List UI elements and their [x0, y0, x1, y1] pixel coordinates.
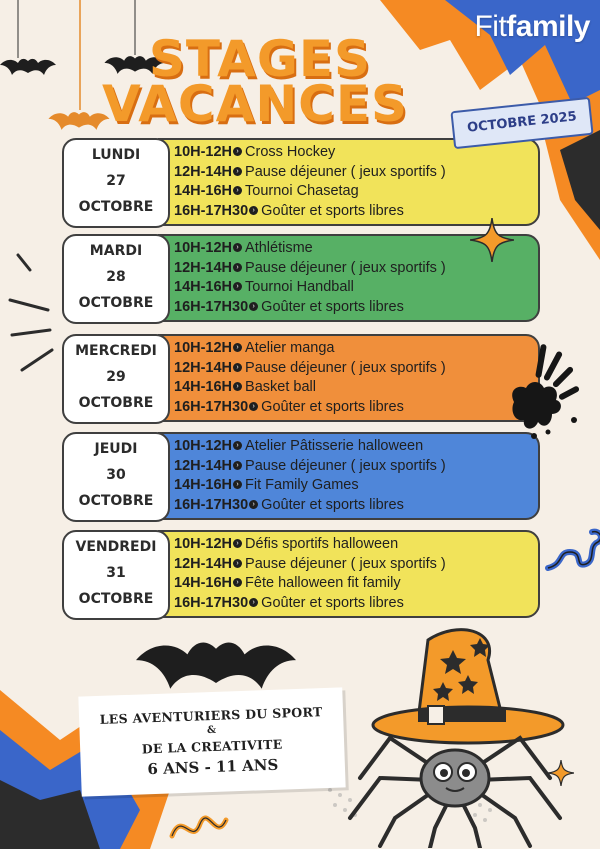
day-label	[62, 138, 170, 228]
day-block	[62, 530, 538, 616]
schedule-activity: Goûter et sports libres	[261, 594, 404, 611]
chevron-right-icon: ›	[249, 598, 258, 607]
schedule-activity: Pause déjeuner ( jeux sportifs )	[245, 359, 446, 376]
day-num: 29	[106, 369, 126, 385]
schedule-activity: Pause déjeuner ( jeux sportifs )	[245, 457, 446, 474]
chevron-right-icon: ›	[233, 167, 242, 176]
day-schedule	[174, 143, 534, 221]
chevron-right-icon: ›	[233, 343, 242, 352]
schedule-time: 10H-12H	[174, 240, 233, 256]
schedule-time: 12H-14H	[174, 457, 233, 474]
day-block	[62, 432, 538, 518]
schedule-activity: Fête halloween fit family	[245, 575, 401, 591]
schedule-row	[174, 476, 534, 496]
schedule-row	[174, 163, 534, 183]
day-name: LUNDI	[91, 147, 141, 163]
schedule-time: 10H-12H	[174, 340, 233, 356]
schedule-time: 10H-12H	[174, 144, 233, 160]
schedule-time: 16H-17H30	[174, 202, 249, 219]
schedule-activity: Tournoi Handball	[245, 279, 354, 295]
chevron-right-icon: ›	[233, 382, 242, 391]
schedule-time: 16H-17H30	[174, 298, 249, 315]
day-month: OCTOBRE	[78, 395, 154, 411]
footer-card	[78, 687, 345, 796]
chevron-right-icon: ›	[249, 402, 258, 411]
schedule-row	[174, 278, 534, 298]
schedule-time: 12H-14H	[174, 163, 233, 180]
schedule-activity: Pause déjeuner ( jeux sportifs )	[245, 259, 446, 276]
schedule-activity: Goûter et sports libres	[261, 398, 404, 415]
footer-amp: &	[206, 724, 217, 737]
footer-ages: 6 ANS - 11 ANS	[147, 755, 279, 779]
footer-line2: DE LA CREATIVITE	[141, 736, 283, 757]
schedule-row	[174, 359, 534, 379]
day-schedule	[174, 437, 534, 515]
brand-fit: Fit	[474, 10, 507, 43]
schedule-row	[174, 555, 534, 575]
chevron-right-icon: ›	[233, 539, 242, 548]
schedule-row	[174, 378, 534, 398]
schedule-row	[174, 339, 534, 359]
schedule-time: 14H-16H	[174, 279, 233, 295]
chevron-right-icon: ›	[233, 243, 242, 252]
footer-line1: LES AVENTURIERS DU SPORT	[99, 704, 323, 727]
schedule-activity: Basket ball	[245, 379, 316, 395]
schedule-row	[174, 182, 534, 202]
day-num: 28	[106, 269, 126, 285]
schedule-time: 12H-14H	[174, 259, 233, 276]
day-schedule	[174, 535, 534, 613]
schedule-row	[174, 437, 534, 457]
chevron-right-icon: ›	[233, 559, 242, 568]
spider-icon	[340, 718, 570, 848]
schedule-time: 14H-16H	[174, 183, 233, 199]
swirl-icon	[544, 524, 600, 574]
day-name: VENDREDI	[75, 539, 157, 555]
chevron-right-icon: ›	[233, 363, 242, 372]
chevron-right-icon: ›	[233, 578, 242, 587]
schedule-time: 14H-16H	[174, 379, 233, 395]
schedule-activity: Pause déjeuner ( jeux sportifs )	[245, 555, 446, 572]
day-label	[62, 432, 170, 522]
schedule-row	[174, 457, 534, 477]
day-block	[62, 234, 538, 320]
chevron-right-icon: ›	[249, 302, 258, 311]
schedule-time: 10H-12H	[174, 438, 233, 454]
bat-icon	[136, 630, 296, 696]
sparkle-icon	[470, 218, 514, 262]
day-name: MARDI	[89, 243, 143, 259]
day-name: MERCREDI	[75, 343, 157, 359]
schedule-activity: Goûter et sports libres	[261, 202, 404, 219]
handprint-icon	[504, 340, 582, 440]
schedule-time: 10H-12H	[174, 536, 233, 552]
schedule-time: 12H-14H	[174, 359, 233, 376]
chevron-right-icon: ›	[233, 461, 242, 470]
day-month: OCTOBRE	[78, 591, 154, 607]
day-block	[62, 138, 538, 224]
schedule-activity: Tournoi Chasetag	[245, 183, 359, 199]
schedule-time: 16H-17H30	[174, 594, 249, 611]
chevron-right-icon: ›	[233, 263, 242, 272]
day-schedule	[174, 339, 534, 417]
day-name: JEUDI	[94, 441, 138, 457]
schedule-activity: Pause déjeuner ( jeux sportifs )	[245, 163, 446, 180]
schedule-time: 16H-17H30	[174, 496, 249, 513]
period-badge: OCTOBRE 2025	[450, 97, 593, 149]
schedule-activity: Athlétisme	[245, 240, 313, 256]
schedule-row	[174, 594, 534, 614]
schedule-time: 16H-17H30	[174, 398, 249, 415]
page-title-line2: VACANCES	[101, 75, 409, 133]
day-label	[62, 234, 170, 324]
schedule-activity: Fit Family Games	[245, 477, 359, 493]
day-label	[62, 334, 170, 424]
schedule-activity: Atelier Pâtisserie halloween	[245, 438, 424, 454]
chevron-right-icon: ›	[233, 480, 242, 489]
schedule-row	[174, 398, 534, 418]
day-month: OCTOBRE	[78, 295, 154, 311]
swirl-icon	[168, 806, 238, 846]
chevron-right-icon: ›	[249, 206, 258, 215]
schedule-activity: Cross Hockey	[245, 144, 336, 160]
schedule-activity: Défis sportifs halloween	[245, 536, 399, 552]
page-title-line1: STAGES	[148, 30, 372, 88]
day-month: OCTOBRE	[78, 493, 154, 509]
schedule-time: 14H-16H	[174, 477, 233, 493]
schedule-row	[174, 143, 534, 163]
chevron-right-icon: ›	[249, 500, 258, 509]
chevron-right-icon: ›	[233, 282, 242, 291]
schedule-activity: Atelier manga	[245, 340, 335, 356]
chevron-right-icon: ›	[233, 441, 242, 450]
day-num: 27	[106, 173, 126, 189]
chevron-right-icon: ›	[233, 186, 242, 195]
schedule-row	[174, 298, 534, 318]
chevron-right-icon: ›	[233, 147, 242, 156]
day-label	[62, 530, 170, 620]
day-block	[62, 334, 538, 420]
schedule-activity: Goûter et sports libres	[261, 496, 404, 513]
day-num: 31	[106, 565, 126, 581]
schedule-row	[174, 496, 534, 516]
schedule-activity: Goûter et sports libres	[261, 298, 404, 315]
day-num: 30	[106, 467, 126, 483]
schedule-time: 12H-14H	[174, 555, 233, 572]
day-month: OCTOBRE	[78, 199, 154, 215]
schedule-row	[174, 574, 534, 594]
brand-family: family	[506, 10, 590, 43]
schedule-time: 14H-16H	[174, 575, 233, 591]
schedule-row	[174, 535, 534, 555]
